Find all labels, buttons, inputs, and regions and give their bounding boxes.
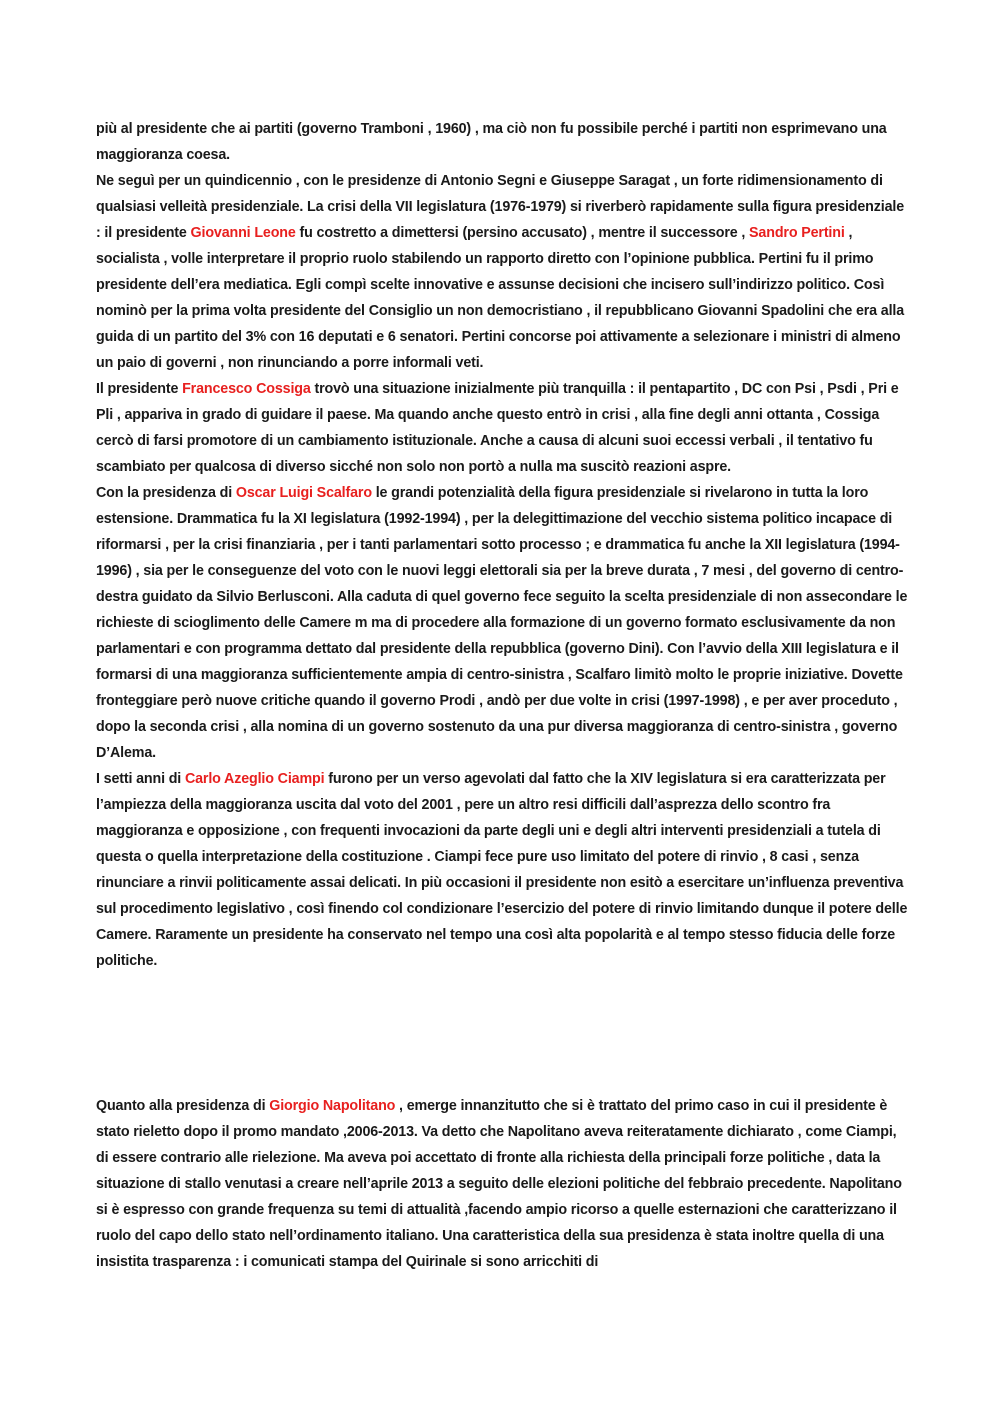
text-section-napolitano xyxy=(96,1093,911,1275)
president-name: Sandro Pertini xyxy=(749,225,845,241)
paragraph xyxy=(96,116,911,168)
body-text: fu costretto a dimettersi (persino accusato) , mentre il successore , xyxy=(295,225,750,241)
text-section-main xyxy=(96,116,911,974)
body-text: trovò una situazione inizialmente più tranquilla : il pentapartito , DC con Psi , Psdi , Pri e Pli , appariva in grado di guidare il paese. Ma quando anche questo entrò in crisi , alla fine degli anni ottanta , Cossiga cercò di farsi promotore di un cambiamento istituzionale. Anche a causa di alcuni suoi eccessi verbali , il tentativo fu scambiato per qualcosa di diverso sicché non solo non portò a nulla ma suscitò reazioni aspre. xyxy=(96,381,899,475)
paragraph xyxy=(96,766,911,974)
president-name: Oscar Luigi Scalfaro xyxy=(235,485,372,501)
body-text: I setti anni di xyxy=(96,771,185,787)
president-name: Carlo Azeglio Ciampi xyxy=(184,771,325,787)
body-text: , emerge innanzitutto che si è trattato del primo caso in cui il presidente è stato rieletto dopo il promo mandato ,2006-2013. Va detto che Napolitano aveva reiteratamente dichiarato , come Ciampi, di essere contrario alle rielezione. Ma aveva poi accettato di fronte alla richiesta della principali forze politiche , data la situazione di stallo venutasi a creare nell’aprile 2013 a seguito delle elezioni politiche del febbraio precedente. Napolitano si è espresso con grande frequenza su temi di attualità ,facendo ampio ricorso a quelle esternazioni che caratterizzano il ruolo del capo dello stato nell’ordinamento italiano. Una caratteristica della sua presidenza è stata inoltre quella di una insistita trasparenza : i comunicati stampa del Quirinale si sono arricchiti di xyxy=(96,1098,902,1270)
body-text: Con la presidenza di xyxy=(96,485,236,501)
body-text: Ne seguì per un quindicennio , con le presidenze di Antonio Segni e Giuseppe Saragat , un forte ridimensionamento di qualsiasi velleità presidenziale. La crisi della VII legislatura (1976-1979) si riverberò rapidamente sulla figura presidenziale : il presidente xyxy=(96,173,904,241)
body-text: Quanto alla presidenza di xyxy=(96,1098,270,1114)
paragraph xyxy=(96,480,911,766)
body-text: le grandi potenzialità della figura presidenziale si rivelarono in tutta la loro estensione. Drammatica fu la XI legislatura (1992-1994) , per la delegittimazione del vecchio sistema politico incapace di riformarsi , per la crisi finanziaria , per i tanti parlamentari sotto processo ; e drammatica fu anche la XII legislatura (1994-1996) , sia per le conseguenze del voto con le nuovi leggi elettorali sia per la breve durata , 7 mesi , del governo di centro-destra guidato da Silvio Berlusconi. Alla caduta di quel governo fece seguito la scelta presidenziale di non assecondare le richieste di scioglimento delle Camere m ma di procedere alla formazione di un governo formato esclusivamente da non parlamentari e con programma dettato dal presidente della repubblica (governo Dini). Con l’avvio della XIII legislatura e il formarsi di una maggioranza sufficientemente ampia di centro-sinistra , Scalfaro limitò molto le proprie iniziative. Dovette fronteggiare però nuove critiche quando il governo Prodi , andò per due volte in crisi (1997-1998) , e per aver proceduto , dopo la seconda crisi , alla nomina di un governo sostenuto da una pur diversa maggioranza di centro-sinistra , governo D’Alema. xyxy=(96,485,908,761)
president-name: Giorgio Napolitano xyxy=(269,1098,396,1114)
body-text: furono per un verso agevolati dal fatto che la XIV legislatura si era caratterizzata per l’ampiezza della maggioranza uscita dal voto del 2001 , pere un altro resi difficili dall’asprezza dello scontro fra maggioranza e opposizione , con frequenti invocazioni da parte degli uni e degli altri interventi presidenziali a tutela di questa o quella interpretazione della costituzione . Ciampi fece pure uso limitato del potere di rinvio , 8 casi , senza rinunciare a rinvii politicamente assai delicati. In più occasioni il presidente non esitò a esercitare un’influenza preventiva sul procedimento legislativo , così finendo col condizionare l’esercizio del potere di rinvio limitando dunque il potere delle Camere. Raramente un presidente ha conservato nel tempo una così alta popolarità e al tempo stesso fiducia delle forze politiche. xyxy=(96,771,908,969)
body-text: Il presidente xyxy=(96,381,183,397)
president-name: Giovanni Leone xyxy=(190,225,296,241)
paragraph xyxy=(96,1093,911,1275)
body-text: , socialista , volle interpretare il proprio ruolo stabilendo un rapporto diretto con l’opinione pubblica. Pertini fu il primo presidente dell’era mediatica. Egli compì scelte innovative e assunse decisioni che incisero sull’indirizzo politico. Così nominò per la prima volta presidente del Consiglio un non democristiano , il repubblicano Giovanni Spadolini che era alla guida di un partito del 3% con 16 deputati e 6 senatori. Pertini concorse poi attivamente a selezionare i ministri di almeno un paio di governi , non rinunciando a porre informali veti. xyxy=(96,225,905,371)
paragraph xyxy=(96,168,911,376)
paragraph xyxy=(96,376,911,480)
president-name: Francesco Cossiga xyxy=(182,381,311,397)
body-text: più al presidente che ai partiti (governo Tramboni , 1960) , ma ciò non fu possibile perché i partiti non esprimevano una maggioranza coesa. xyxy=(96,121,887,163)
